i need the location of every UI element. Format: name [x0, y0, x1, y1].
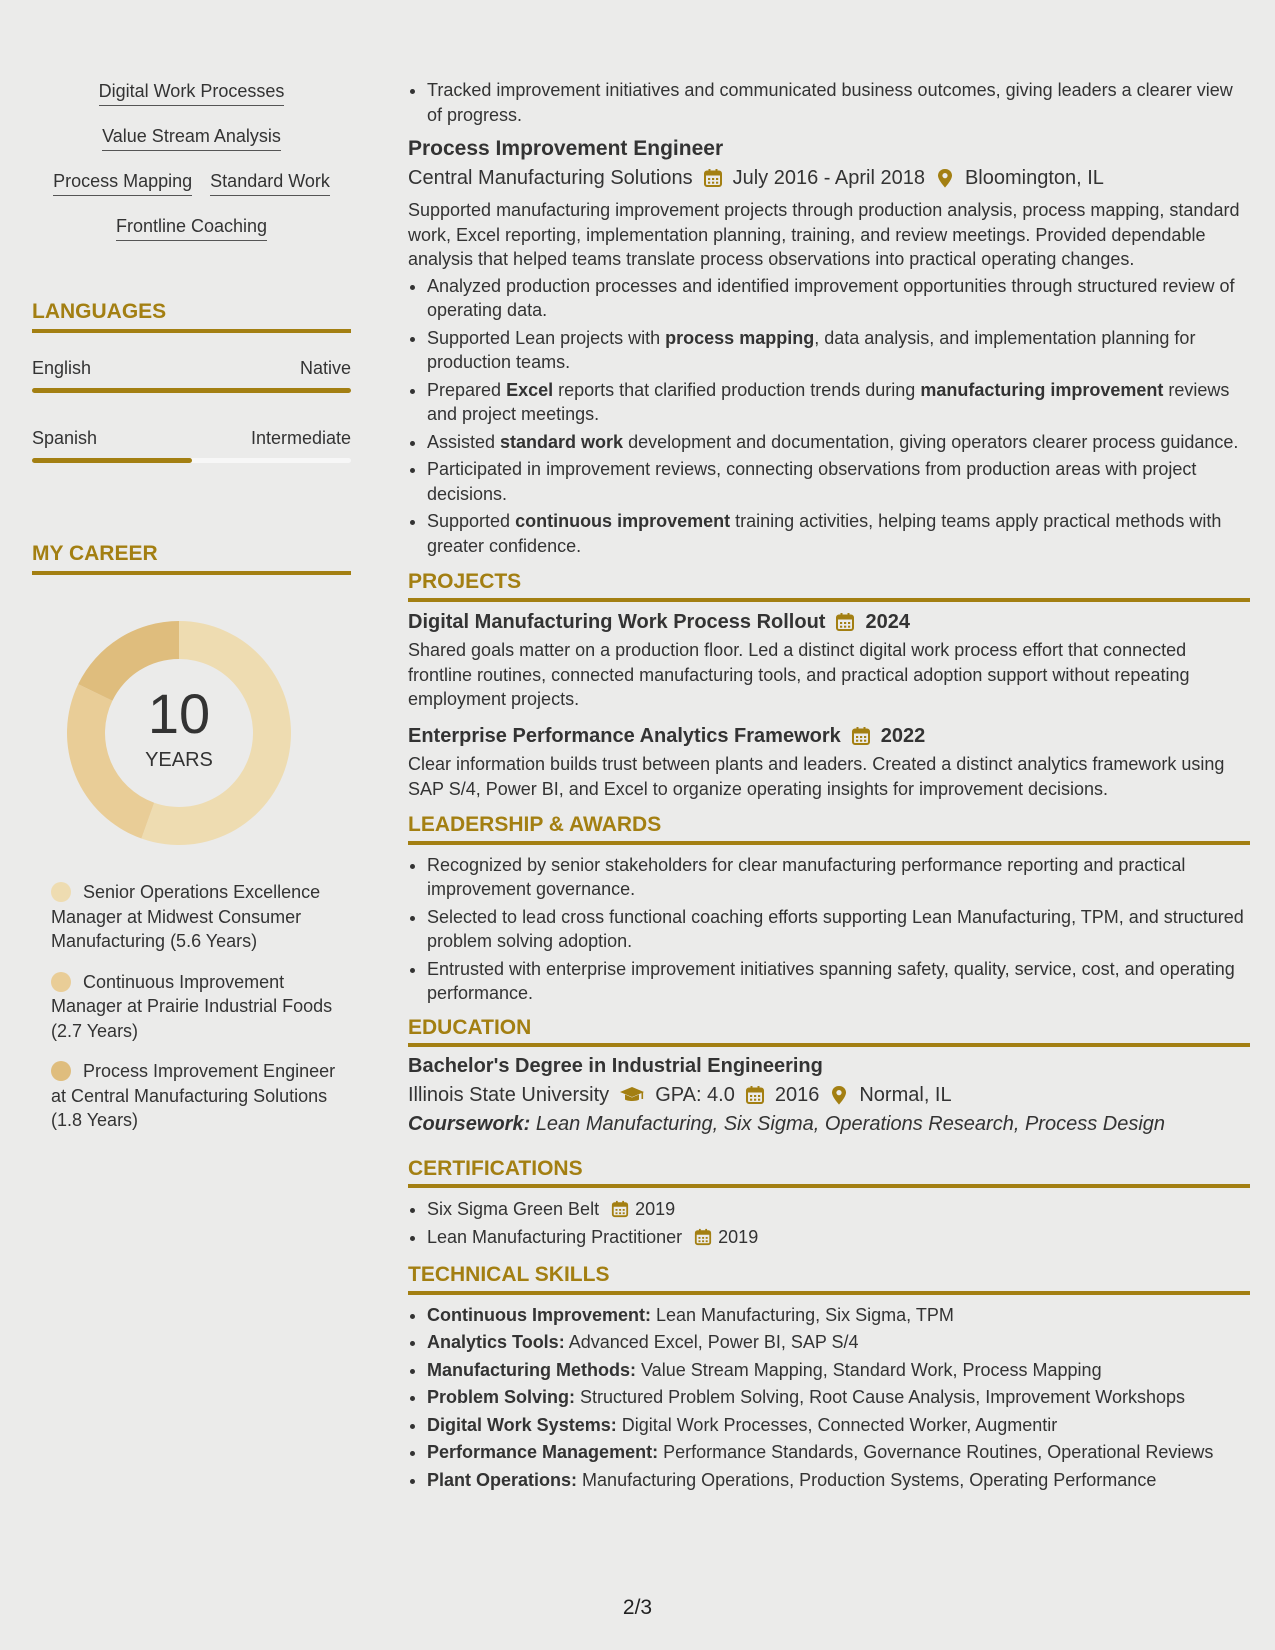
job-title: Process Improvement Engineer — [408, 137, 724, 160]
project-name: Enterprise Performance Analytics Framework — [408, 724, 841, 747]
section-title-languages: LANGUAGES — [32, 300, 351, 333]
job-summary: Supported manufacturing improvement projects through production analysis, process mapping, standard work, Excel reporting, implementation planning, training, and review meetings. Provided dependable analysis that helped teams translate process observations into practical operating changes. — [408, 200, 1240, 269]
section-title-technical-skills: TECHNICAL SKILLS — [408, 1263, 1250, 1295]
skill-tags — [32, 80, 351, 260]
legend-label: Process Improvement Engineer at Central Manufacturing Solutions (1.8 Years) — [51, 1061, 336, 1130]
skill-tag: Value Stream Analysis — [102, 125, 281, 151]
skill-tag: Digital Work Processes — [99, 80, 285, 106]
job-bullet: • Supported continuous improvement training activities, helping teams apply practical methods with greater confidence. — [427, 509, 1250, 558]
project-name: Digital Manufacturing Work Process Rollout — [408, 610, 826, 633]
education-meta — [408, 1083, 1250, 1108]
legend-dot — [51, 972, 71, 992]
calendar-icon — [835, 612, 855, 632]
certification-year: 2019 — [718, 1226, 759, 1247]
location-pin-icon — [935, 168, 955, 188]
technical-skill-item: • Performance Management: Performance Standards, Governance Routines, Operational Reviews — [427, 1440, 1250, 1465]
leadership-item: • Selected to lead cross functional coaching efforts supporting Lean Manufacturing, TPM, and structured problem solving adoption. — [427, 905, 1250, 954]
job-entry — [408, 137, 1250, 558]
language-bar-fill — [32, 388, 351, 393]
gpa: GPA: 4.0 — [655, 1083, 735, 1106]
leadership-item: • Recognized by senior stakeholders for clear manufacturing performance reporting and practical improvement governance. — [427, 853, 1250, 902]
location-pin-icon — [829, 1085, 849, 1105]
calendar-icon — [611, 1200, 629, 1218]
language-item — [32, 428, 351, 463]
certification-item — [427, 1197, 1250, 1222]
career-total-unit: YEARS — [145, 749, 213, 771]
language-bar — [32, 458, 351, 463]
career-legend — [51, 880, 336, 1149]
job-meta — [408, 166, 1250, 191]
graduation-year: 2016 — [774, 1083, 820, 1106]
page-number: 2/3 — [622, 1596, 653, 1619]
experience-bullet: • Tracked improvement initiatives and communicated business outcomes, giving leaders a clearer view of progress. — [427, 78, 1250, 127]
certifications-list — [408, 1197, 1250, 1249]
section-title-education: EDUCATION — [408, 1016, 1250, 1048]
legend-dot — [51, 882, 71, 902]
coursework-list: Lean Manufacturing, Six Sigma, Operations Research, Process Design — [535, 1113, 1166, 1135]
skill-tag: Frontline Coaching — [116, 215, 267, 241]
language-name: English — [32, 358, 92, 378]
skill-tag: Process Mapping — [53, 170, 192, 196]
job-bullet: • Prepared Excel reports that clarified production trends during manufacturing improvement reviews and project meetings. — [427, 378, 1250, 427]
language-level: Intermediate — [250, 428, 351, 448]
leadership-item: • Entrusted with enterprise improvement initiatives spanning safety, quality, service, cost, and operating performance. — [427, 957, 1250, 1006]
career-donut — [67, 621, 291, 845]
job-bullet: • Supported Lean projects with process mapping, data analysis, and implementation planning for production teams. — [427, 326, 1250, 375]
legend-dot — [51, 1061, 71, 1081]
language-name: Spanish — [32, 428, 98, 448]
languages-section — [32, 300, 351, 333]
certification-name: • Six Sigma Green Belt — [427, 1199, 600, 1219]
technical-skill-item: • Digital Work Systems: Digital Work Processes, Connected Worker, Augmentir — [427, 1413, 1250, 1438]
leadership-list — [408, 853, 1250, 1006]
job-bullet: • Participated in improvement reviews, connecting observations from production areas with project decisions. — [427, 457, 1250, 506]
legend-item — [51, 880, 336, 954]
certification-item — [427, 1225, 1250, 1250]
technical-skill-item: • Problem Solving: Structured Problem Solving, Root Cause Analysis, Improvement Workshops — [427, 1385, 1250, 1410]
graduation-cap-icon — [619, 1085, 645, 1105]
section-title-career: MY CAREER — [32, 542, 351, 575]
job-bullet: • Analyzed production processes and identified improvement opportunities through structured review of operating data. — [427, 274, 1250, 323]
technical-skill-item: • Analytics Tools: Advanced Excel, Power BI, SAP S/4 — [427, 1330, 1250, 1355]
calendar-icon — [851, 726, 871, 746]
legend-item — [51, 970, 336, 1044]
skill-tag: Standard Work — [210, 170, 330, 196]
certifications-section — [408, 1157, 1250, 1250]
project-item — [408, 724, 1250, 802]
language-level: Native — [299, 358, 351, 378]
degree: Bachelor's Degree in Industrial Engineering — [408, 1055, 823, 1077]
legend-label: Continuous Improvement Manager at Prairie Industrial Foods (2.7 Years) — [51, 971, 333, 1041]
coursework-label: Coursework: — [408, 1113, 531, 1135]
language-item — [32, 358, 351, 393]
school-name: Illinois State University — [408, 1083, 610, 1106]
right-column — [408, 78, 1250, 1495]
leadership-section — [408, 813, 1250, 1006]
school-location: Normal, IL — [859, 1083, 952, 1106]
language-bar — [32, 388, 351, 393]
language-bar-fill — [32, 458, 192, 463]
technical-skill-item: • Manufacturing Methods: Value Stream Mapping, Standard Work, Process Mapping — [427, 1358, 1250, 1383]
job-dates: July 2016 - April 2018 — [732, 166, 925, 189]
job-company: Central Manufacturing Solutions — [408, 166, 693, 189]
section-title-leadership: LEADERSHIP & AWARDS — [408, 813, 1250, 845]
project-item — [408, 610, 1250, 712]
calendar-icon — [703, 168, 723, 188]
experience-tail — [408, 78, 1250, 127]
project-year: 2022 — [880, 724, 926, 747]
technical-skill-item: • Continuous Improvement: Lean Manufacturing, Six Sigma, TPM — [427, 1303, 1250, 1328]
project-year: 2024 — [865, 610, 910, 633]
section-title-projects: PROJECTS — [408, 570, 1250, 602]
job-bullet: • Assisted standard work development and documentation, giving operators clearer process guidance. — [427, 430, 1250, 455]
technical-skills-section — [408, 1263, 1250, 1492]
project-desc: Clear information builds trust between plants and leaders. Created a distinct analytics framework using SAP S/4, Power BI, and Excel to organize operating insights for improvement decisions. — [408, 754, 1225, 799]
section-title-certifications: CERTIFICATIONS — [408, 1157, 1250, 1189]
job-location: Bloomington, IL — [964, 166, 1104, 189]
certification-year: 2019 — [635, 1199, 676, 1219]
project-desc: Shared goals matter on a production floor. Led a distinct digital work process effort that connected frontline routines, connected manufacturing tools, and practical adoption support without repeating employment projects. — [408, 640, 1190, 709]
left-column — [32, 80, 351, 260]
technical-skill-item: • Plant Operations: Manufacturing Operations, Production Systems, Operating Performance — [427, 1468, 1250, 1493]
career-section — [32, 542, 351, 575]
certification-name: • Lean Manufacturing Practitioner — [427, 1226, 683, 1247]
projects-section — [408, 570, 1250, 801]
legend-label: Senior Operations Excellence Manager at Midwest Consumer Manufacturing (5.6 Years) — [51, 882, 321, 951]
legend-item — [51, 1059, 336, 1133]
calendar-icon — [694, 1228, 712, 1246]
job-bullets — [408, 274, 1250, 559]
technical-skills-list — [408, 1303, 1250, 1493]
career-total-years: 10 — [147, 682, 211, 745]
education-section — [408, 1016, 1250, 1137]
calendar-icon — [745, 1085, 765, 1105]
coursework — [408, 1112, 1250, 1137]
